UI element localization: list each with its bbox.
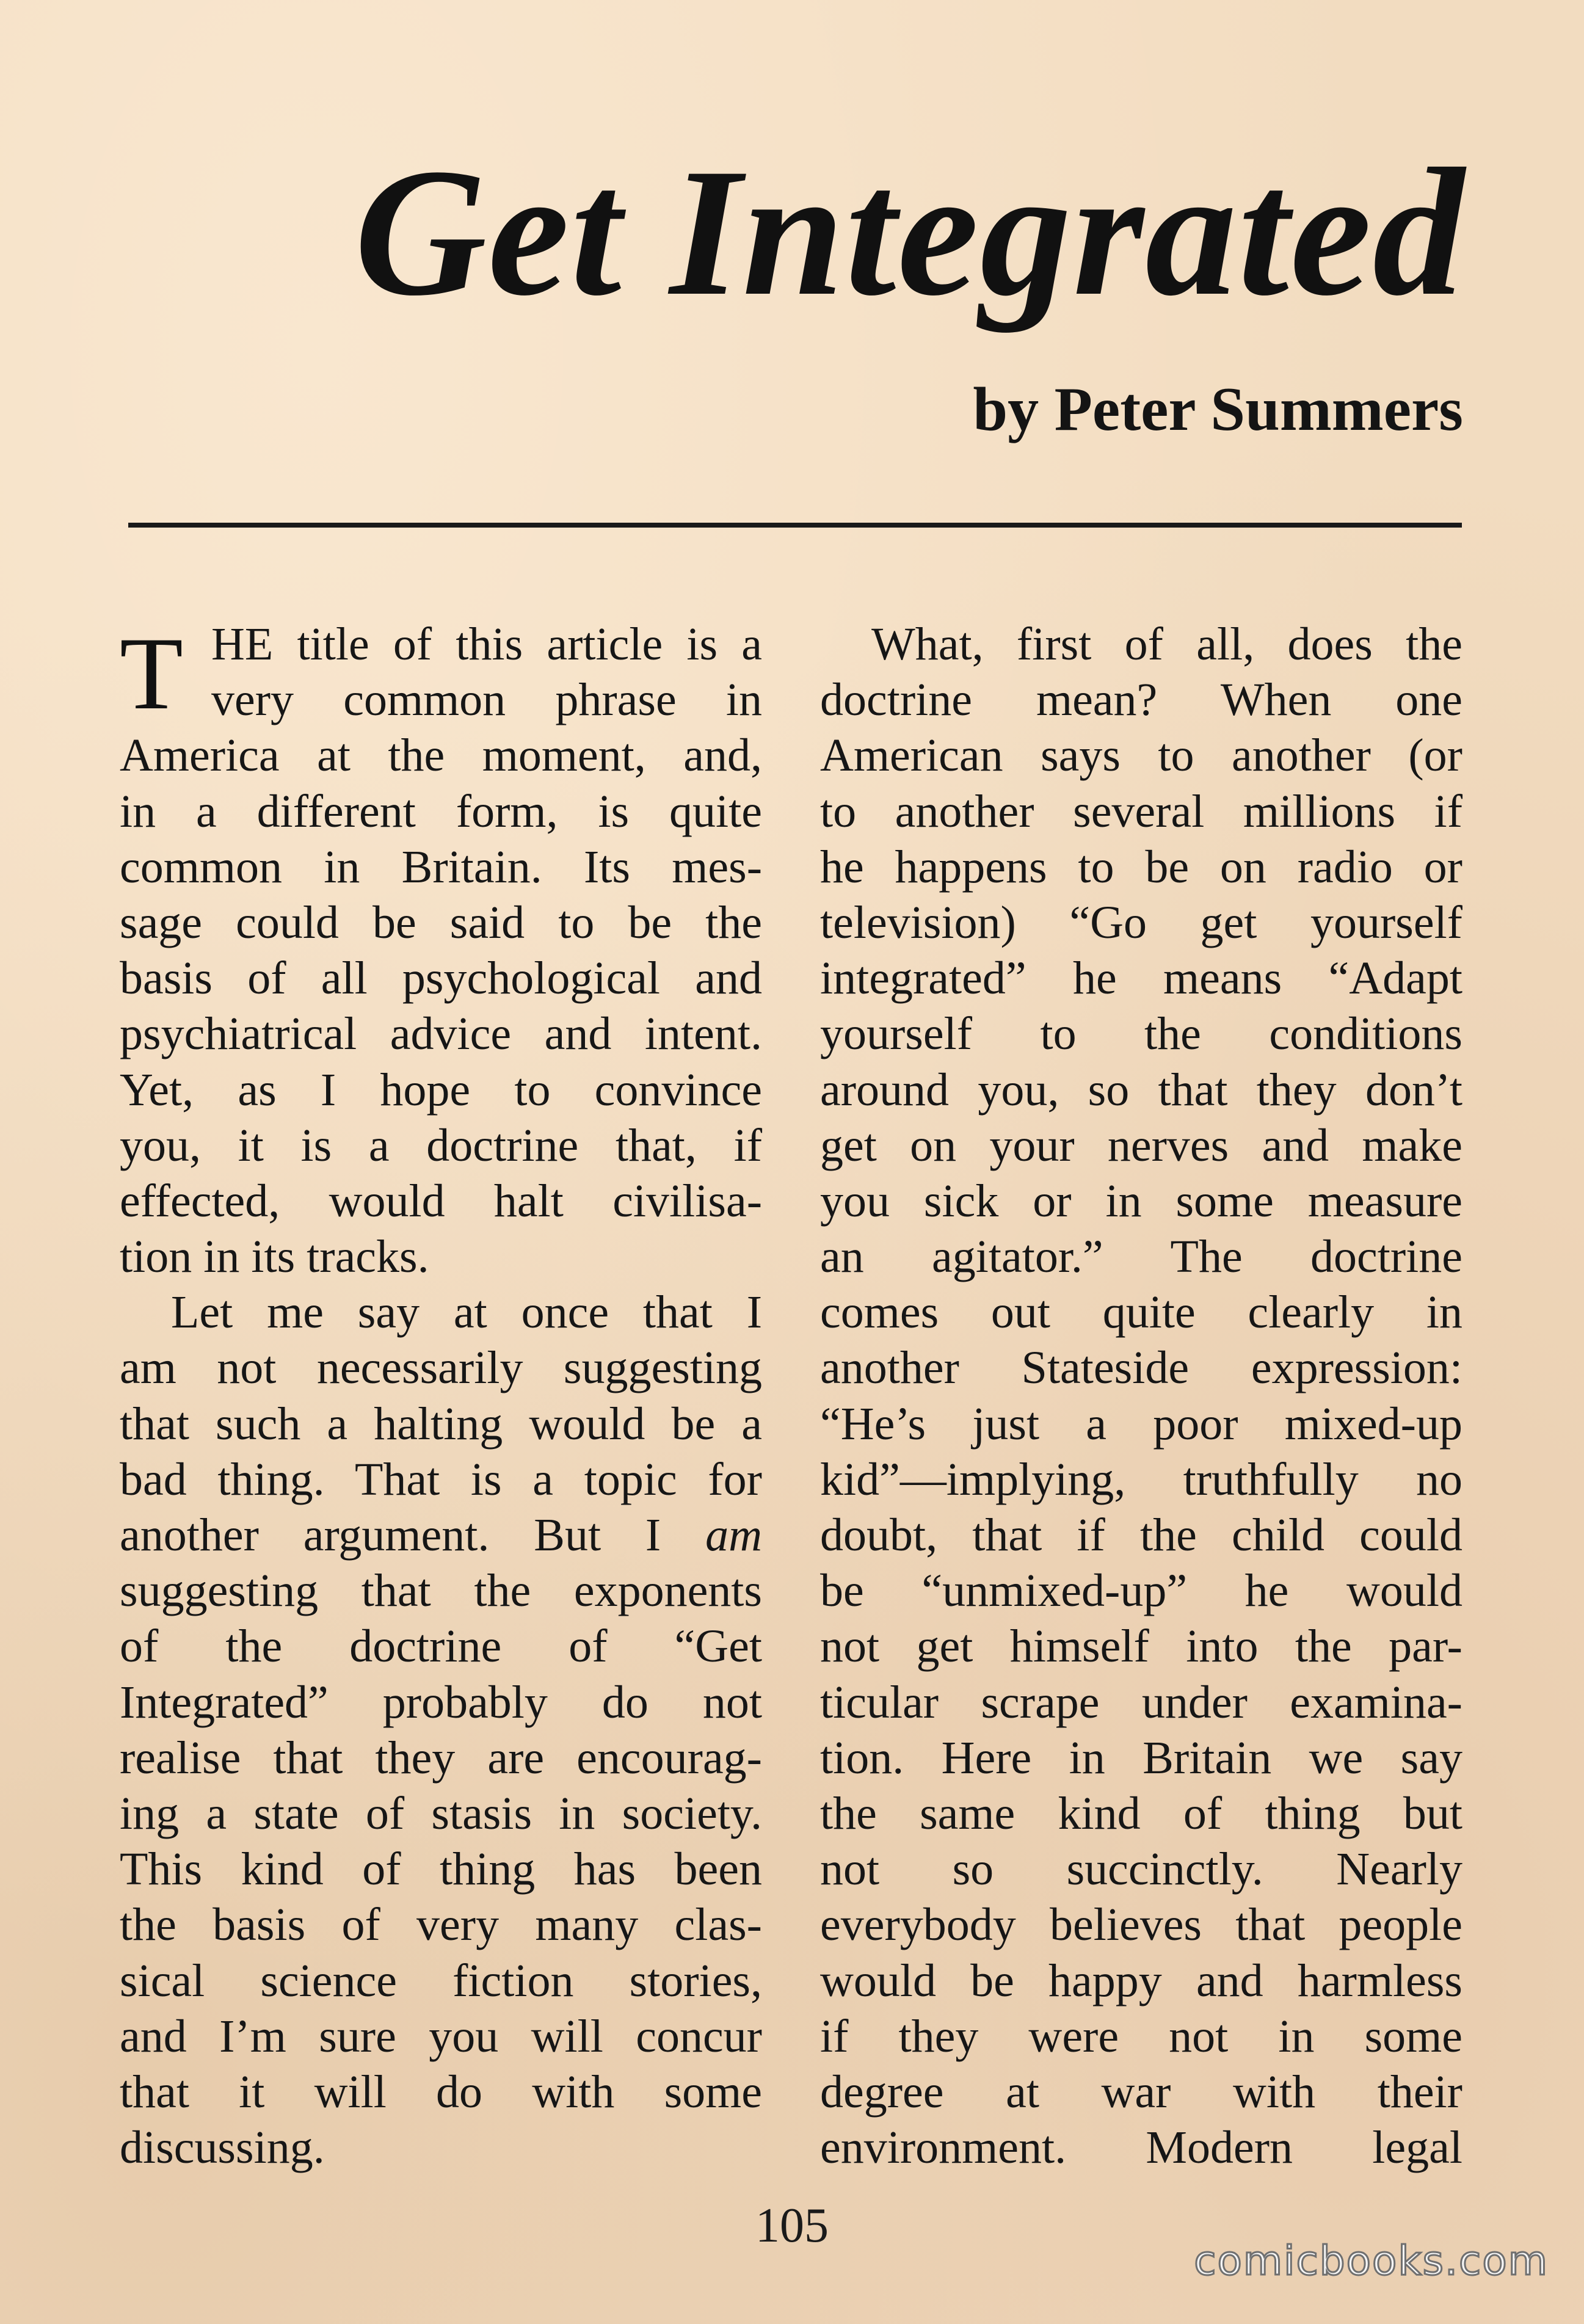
paragraph-line: What, first of all, does the [871,619,1462,670]
paragraph-line: the basis of very many clas- [120,1899,762,1951]
paragraph-line: sical science fiction stories, [120,1955,762,2006]
paragraph-line: if they were not in some [820,2010,1462,2062]
article-byline: by Peter Summers [973,375,1463,444]
emphasis-text: am [705,1509,762,1561]
paragraph-line: you, it is a doctrine that, if [120,1119,762,1171]
title-divider [128,523,1462,528]
paragraph-line: ticular scrape under examina- [820,1676,1462,1728]
paragraph-line: discussing. [120,2122,325,2174]
paragraph-line: This kind of thing has been [120,1843,762,1895]
paragraph-line: doubt, that if the child could [820,1509,1462,1561]
right-column [820,617,1462,2176]
paragraph-line: effected, would halt civilisa- [120,1175,762,1227]
page-number: 105 [755,2199,829,2253]
paragraph-line: realise that they are encourag- [120,1732,762,1784]
line-text: another argument. But I [120,1509,706,1561]
paragraph-line: television) “Go get yourself [820,896,1462,948]
paragraph-line: in a different form, is quite [120,785,762,837]
paragraph-line: basis of all psychological and [120,953,762,1004]
paragraph-line: comes out quite clearly in [820,1287,1462,1338]
paragraph-line: kid”—implying, truthfully no [820,1453,1462,1505]
paragraph-line: am not necessarily suggesting [120,1342,762,1394]
paragraph-line: environment. Modern legal [820,2122,1462,2174]
paragraph-line: bad thing. That is a topic for [120,1453,762,1505]
paragraph-line: that it will do with some [120,2066,762,2118]
paragraph-line: integrated” he means “Adapt [820,953,1462,1004]
paragraph-line: America at the moment, and, [120,730,762,782]
paragraph-line: everybody believes that people [820,1899,1462,1951]
paragraph-line: you sick or in some measure [820,1175,1462,1227]
paragraph-line: around you, so that they don’t [820,1064,1462,1116]
paragraph-line [120,1508,762,1563]
paragraph-line: tion in its tracks. [120,1231,429,1283]
paragraph-line: get on your nerves and make [820,1119,1462,1171]
watermark-logo: comicbooks.com [1194,2237,1549,2284]
paragraph-line: suggesting that the exponents [120,1565,762,1617]
paragraph-line: ing a state of stasis in society. [120,1787,762,1839]
paragraph-line: to another several millions if [820,785,1462,837]
paragraph-line: Yet, as I hope to convince [120,1064,762,1116]
paragraph-line: very common phrase in [211,674,762,726]
paragraph-line: and I’m sure you will concur [120,2010,762,2062]
paragraph-line: the same kind of thing but [820,1787,1462,1839]
paragraph-line: sage could be said to be the [120,896,762,948]
paragraph-line: another Stateside expression: [820,1342,1462,1394]
paragraph-line: tion. Here in Britain we say [820,1732,1462,1784]
drop-cap: T [120,616,183,731]
left-column [120,617,762,2176]
paragraph-line: yourself to the conditions [820,1008,1462,1060]
paragraph-line: be “unmixed-up” he would [820,1565,1462,1617]
paragraph-line: not get himself into the par- [820,1621,1462,1672]
paragraph-line: doctrine mean? When one [820,674,1462,726]
paragraph-line: not so succinctly. Nearly [820,1843,1462,1895]
paragraph-line: an agitator.” The doctrine [820,1231,1462,1283]
paragraph-line: common in Britain. Its mes- [120,841,762,893]
paragraph-line: degree at war with their [820,2066,1462,2118]
paragraph-line: he happens to be on radio or [820,841,1462,893]
paragraph-line: American says to another (or [820,730,1462,782]
paragraph-line: psychiatrical advice and intent. [120,1008,762,1060]
paragraph-line: that such a halting would be a [120,1398,762,1450]
article-title: Get Integrated [354,131,1466,333]
line-text: title of this article is a [297,619,762,670]
paragraph-line: would be happy and harmless [820,1955,1462,2006]
paragraph-line: of the doctrine of “Get [120,1621,762,1672]
paragraph-line: Integrated” probably do not [120,1676,762,1728]
small-caps-text: HE [211,619,274,670]
paragraph-line: Let me say at once that I [171,1287,762,1338]
paragraph-line [120,617,762,672]
paragraph-line: “He’s just a poor mixed-up [820,1398,1462,1450]
